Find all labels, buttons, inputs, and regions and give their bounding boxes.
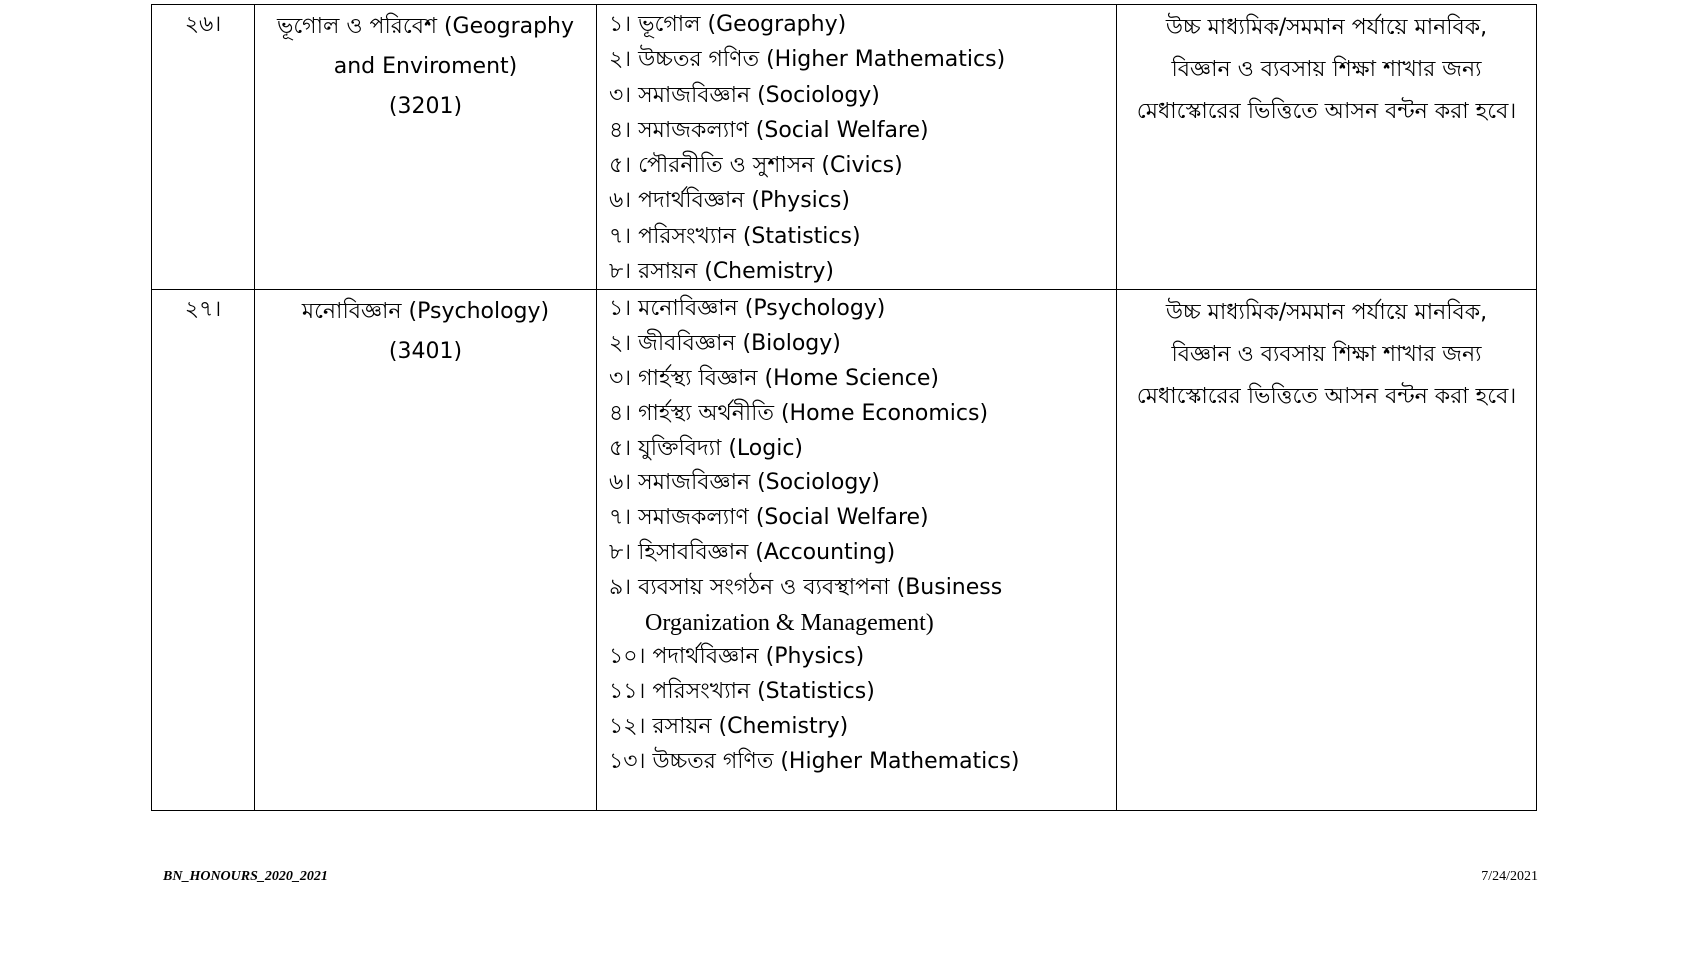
- list-item: ৫। যুক্তিবিদ্যা (Logic): [609, 435, 803, 461]
- list-item: ৮। রসায়ন (Chemistry): [609, 259, 834, 285]
- subject-line: and Enviroment): [333, 54, 518, 79]
- list-item: ৩। গার্হস্থ্য বিজ্ঞান (Home Science): [609, 365, 939, 391]
- list-item: ১০। পদার্থবিজ্ঞান (Physics): [609, 644, 865, 670]
- note-cell: উচ্চ মাধ্যমিক/সমমান পর্যায়ে মানবিক, বিজ্ঞান ও ব্যবসায় শিক্ষা শাখার জন্য মেধাস্কোরের ভিত্তিতে আসন বন্টন করা হবে।: [1117, 290, 1537, 811]
- list-item: ৬। সমাজবিজ্ঞান (Sociology): [609, 470, 880, 496]
- list-item: ৩। সমাজবিজ্ঞান (Sociology): [609, 82, 880, 108]
- subject-line: ভূগোল ও পরিবেশ (Geography: [276, 14, 575, 39]
- table-row: [152, 5, 1537, 290]
- subject-requirements-table: [151, 4, 1537, 811]
- list-item: ৪। গার্হস্থ্য অর্থনীতি (Home Economics): [609, 400, 989, 426]
- serial-cell: ২৬।: [152, 5, 255, 290]
- list-item: ৯। ব্যবসায় সংগঠন ও ব্যবস্থাপনা (Business: [609, 574, 1003, 600]
- list-item: ৭। সমাজকল্যাণ (Social Welfare): [609, 505, 929, 531]
- list-item: ১২। রসায়ন (Chemistry): [609, 713, 849, 739]
- list-item: ১। ভূগোল (Geography): [609, 12, 847, 37]
- note-cell: উচ্চ মাধ্যমিক/সমমান পর্যায়ে মানবিক, বিজ্ঞান ও ব্যবসায় শিক্ষা শাখার জন্য মেধাস্কোরের ভিত্তিতে আসন বন্টন করা হবে।: [1117, 5, 1537, 290]
- list-item: ১৩। উচ্চতর গণিত (Higher Mathematics): [609, 748, 1020, 774]
- requirements-cell: [597, 290, 1117, 811]
- footer-date: 7/24/2021: [1481, 869, 1538, 884]
- table-row: [152, 290, 1537, 811]
- list-item: ৮। হিসাববিজ্ঞান (Accounting): [609, 539, 896, 565]
- list-item: ৪। সমাজকল্যাণ (Social Welfare): [609, 117, 929, 143]
- list-item: ৭। পরিসংখ্যান (Statistics): [609, 223, 861, 249]
- list-item: ৫। পৌরনীতি ও সুশাসন (Civics): [609, 153, 903, 179]
- list-item: ১। মনোবিজ্ঞান (Psychology): [609, 296, 886, 322]
- footer-document-id: BN_HONOURS_2020_2021: [163, 869, 328, 884]
- continuation-text: Organization & Management): [645, 609, 934, 636]
- subject-code: (3201): [388, 94, 463, 119]
- list-item: ২। উচ্চতর গণিত (Higher Mathematics): [609, 47, 1006, 73]
- serial-cell: ২৭।: [152, 290, 255, 811]
- requirements-list: [609, 7, 1116, 289]
- subject-line: মনোবিজ্ঞান (Psychology): [301, 299, 550, 325]
- requirements-list: [609, 292, 1116, 779]
- subject-code: (3401): [388, 339, 463, 365]
- list-item: ৬। পদার্থবিজ্ঞান (Physics): [609, 188, 850, 214]
- list-item: ২। জীববিজ্ঞান (Biology): [609, 331, 841, 357]
- requirements-cell: [597, 5, 1117, 290]
- list-item-continuation: [609, 606, 1116, 641]
- subject-cell: [255, 290, 597, 811]
- list-item: ১১। পরিসংখ্যান (Statistics): [609, 679, 875, 705]
- subject-cell: [255, 5, 597, 290]
